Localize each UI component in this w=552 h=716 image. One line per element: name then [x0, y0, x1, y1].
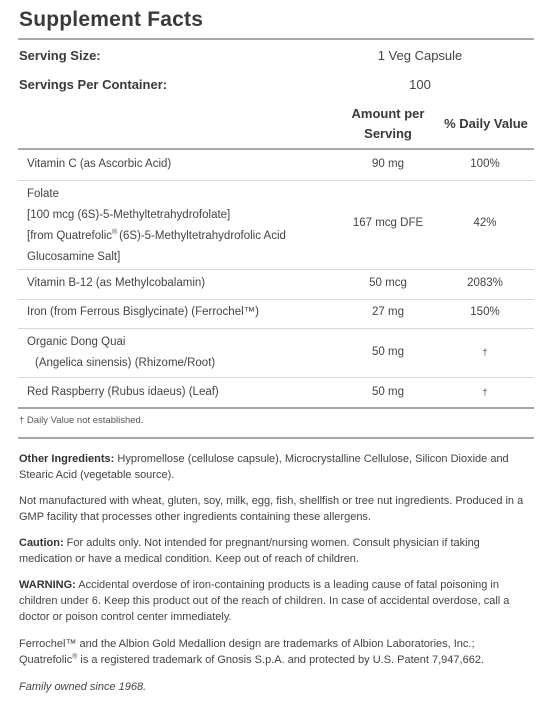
folate-line: Glucosamine Salt]	[27, 251, 121, 263]
warning-label: WARNING:	[19, 579, 76, 591]
caution-text: For adults only. Not intended for pregnant/nursing women. Consult physician if taking medication or have a medical condition. Keep out of reach of children.	[19, 537, 480, 565]
caution-note	[19, 535, 533, 567]
divider	[18, 407, 534, 409]
serving-size-value: 1 Veg Capsule	[377, 48, 463, 63]
nutrient-daily-value: †	[482, 347, 488, 357]
folate-line-part: [from Quatrefolic	[27, 230, 112, 242]
other-ingredients-label: Other Ingredients:	[19, 453, 115, 465]
registered-mark: ®	[112, 229, 120, 237]
divider	[18, 328, 534, 329]
family-owned	[19, 679, 533, 695]
nutrient-name: Vitamin C (as Ascorbic Acid)	[27, 158, 172, 170]
nutrient-daily-value: 2083%	[467, 277, 503, 289]
daily-value-footnote: † Daily Value not established.	[19, 415, 144, 426]
serving-size-label: Serving Size:	[19, 48, 101, 63]
nutrient-amount: 50 mcg	[369, 277, 407, 289]
registered-mark: ®	[72, 653, 78, 661]
nutrient-daily-value: 42%	[473, 217, 497, 229]
panel-title: Supplement Facts	[19, 8, 204, 31]
other-ingredients-text: Hypromellose (cellulose capsule), Microcrystalline Cellulose, Silicon Dioxide and Stearic Acid (vegetable source).	[19, 453, 509, 481]
divider	[18, 437, 534, 439]
nutrient-daily-value: 100%	[470, 158, 500, 170]
servings-per-container-value: 100	[409, 77, 431, 92]
nutrient-amount: 167 mcg DFE	[352, 217, 424, 229]
daily-value-header: % Daily Value	[444, 116, 528, 131]
amount-header-line2: Serving	[364, 126, 412, 141]
divider	[18, 38, 534, 40]
folate-line-part: (6S)-5-Methyltetrahydrofolic Acid	[119, 230, 286, 242]
dong-quai-line: (Angelica sinensis) (Rhizome/Root)	[35, 357, 216, 369]
nutrient-name: Vitamin B-12 (as Methylcobalamin)	[27, 277, 206, 289]
nutrient-amount: 50 mg	[372, 346, 404, 358]
nutrient-name: Iron (from Ferrous Bisglycinate) (Ferrochel™)	[27, 306, 259, 318]
nutrient-daily-value: †	[482, 387, 488, 397]
divider	[18, 377, 534, 378]
folate-line: Folate	[27, 188, 59, 200]
caution-label: Caution:	[19, 537, 64, 549]
allergen-note: Not manufactured with wheat, gluten, soy, milk, egg, fish, shellfish or tree nut ingredients. Produced in a GMP facility that processes other ingredients containing these allergens.	[19, 495, 524, 523]
amount-header-line1: Amount per	[351, 106, 425, 121]
divider	[18, 180, 534, 181]
amount-per-serving-header	[338, 104, 438, 144]
trademark-notice	[19, 636, 533, 668]
iron-warning	[19, 577, 533, 625]
nutrient-amount: 90 mg	[372, 158, 404, 170]
divider	[18, 148, 534, 150]
divider	[18, 269, 534, 270]
folate-line	[27, 226, 286, 247]
nutrient-amount: 50 mg	[372, 386, 404, 398]
family-owned-text: Family owned since 1968.	[19, 681, 147, 693]
folate-line: [100 mcg (6S)-5-Methyltetrahydrofolate]	[27, 209, 231, 221]
dong-quai-line: Organic Dong Quai	[27, 336, 126, 348]
servings-per-container-label: Servings Per Container:	[19, 77, 168, 92]
nutrient-daily-value: 150%	[470, 306, 500, 318]
nutrient-amount: 27 mg	[372, 306, 404, 318]
divider	[18, 299, 534, 300]
trademark-text: is a registered trademark of Gnosis S.p.A. and protected by U.S. Patent 7,947,662.	[77, 654, 484, 666]
nutrient-name-folate	[27, 184, 286, 268]
warning-text: Accidental overdose of iron-containing products is a leading cause of fatal poisoning in children under 6. Keep this product out of the reach of children. In case of accidental overdose, call a doctor or poison control center immediately.	[19, 579, 510, 623]
nutrient-name: Red Raspberry (Rubus idaeus) (Leaf)	[27, 386, 219, 398]
nutrient-name-dong-quai	[27, 332, 215, 374]
other-ingredients	[19, 451, 533, 483]
trademark-text: Ferrochel™ and the Albion Gold Medallion design are trademarks of Albion Laboratories, Inc.; Quatrefolic	[19, 638, 475, 666]
